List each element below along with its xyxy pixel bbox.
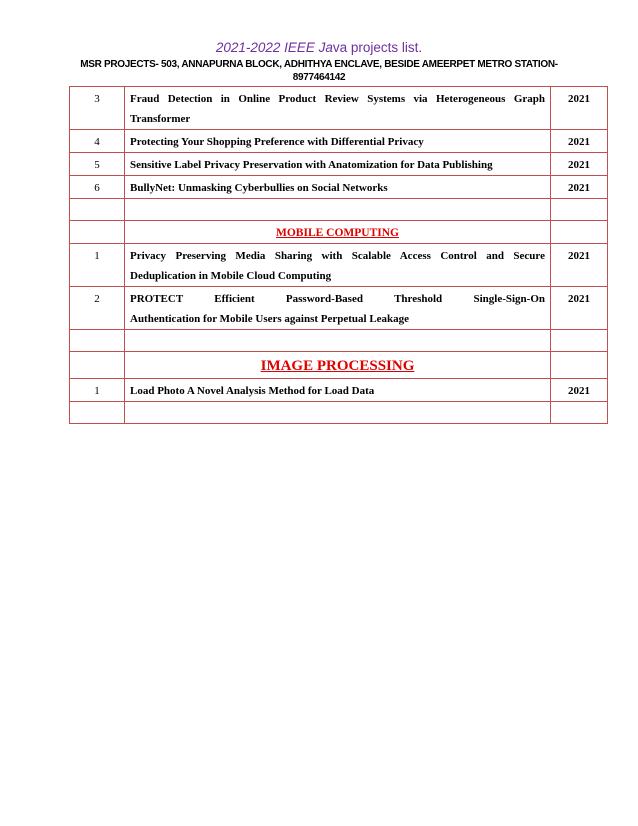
table-row — [70, 130, 608, 153]
row-number: 1 — [70, 244, 125, 287]
empty-cell — [125, 402, 551, 424]
project-title: Fraud Detection in Online Product Review Systems via Heterogeneous Graph Transformer — [125, 87, 551, 130]
empty-cell — [551, 330, 608, 352]
section-row — [70, 221, 608, 244]
project-title: Protecting Your Shopping Preference with Differential Privacy — [125, 130, 551, 153]
row-number: 6 — [70, 176, 125, 199]
empty-cell — [70, 402, 125, 424]
table-row — [70, 379, 608, 402]
table-row — [70, 153, 608, 176]
row-number: 4 — [70, 130, 125, 153]
empty-cell — [125, 330, 551, 352]
empty-cell — [70, 330, 125, 352]
document-subtitle: MSR PROJECTS- 503, ANNAPURNA BLOCK, ADHITHYA ENCLAVE, BESIDE AMEERPET METRO STATION- 8977464142 — [80, 59, 558, 83]
empty-cell — [551, 352, 608, 379]
row-number: 3 — [70, 87, 125, 130]
empty-cell — [125, 199, 551, 221]
project-title: Sensitive Label Privacy Preservation with Anatomization for Data Publishing — [125, 153, 551, 176]
section-row — [70, 352, 608, 379]
project-title: Load Photo A Novel Analysis Method for Load Data — [125, 379, 551, 402]
section-heading-image-processing: IMAGE PROCESSING — [125, 352, 551, 379]
document-header — [0, 40, 638, 84]
row-number: 1 — [70, 379, 125, 402]
table-row — [70, 287, 608, 330]
project-year: 2021 — [551, 244, 608, 287]
project-year: 2021 — [551, 176, 608, 199]
empty-row — [70, 402, 608, 424]
section-heading-mobile-computing: MOBILE COMPUTING — [125, 221, 551, 244]
table-row — [70, 87, 608, 130]
project-year: 2021 — [551, 287, 608, 330]
empty-row — [70, 199, 608, 221]
empty-cell — [70, 221, 125, 244]
project-title — [125, 287, 551, 330]
projects-table — [69, 86, 608, 424]
empty-cell — [551, 199, 608, 221]
project-year: 2021 — [551, 379, 608, 402]
empty-cell — [551, 402, 608, 424]
row-number: 2 — [70, 287, 125, 330]
row-number: 5 — [70, 153, 125, 176]
empty-row — [70, 330, 608, 352]
project-title: BullyNet: Unmasking Cyberbullies on Social Networks — [125, 176, 551, 199]
title-regular-part: va projects list. — [332, 40, 423, 55]
table-row — [70, 244, 608, 287]
empty-cell — [70, 199, 125, 221]
empty-cell — [551, 221, 608, 244]
project-year: 2021 — [551, 87, 608, 130]
project-title-line: Authentication for Mobile Users against Perpetual Leakage — [130, 313, 410, 325]
title-italic-part: 2021-2022 IEEE Ja — [215, 40, 333, 55]
project-title: Privacy Preserving Media Sharing with Scalable Access Control and Secure Deduplication in Mobile Cloud Computing — [125, 244, 551, 287]
project-year: 2021 — [551, 130, 608, 153]
document-title — [0, 40, 638, 56]
project-title-line: PROTECT Efficient Password-Based Threshold Single-Sign-On — [130, 293, 545, 305]
empty-cell — [70, 352, 125, 379]
table-row — [70, 176, 608, 199]
project-year: 2021 — [551, 153, 608, 176]
